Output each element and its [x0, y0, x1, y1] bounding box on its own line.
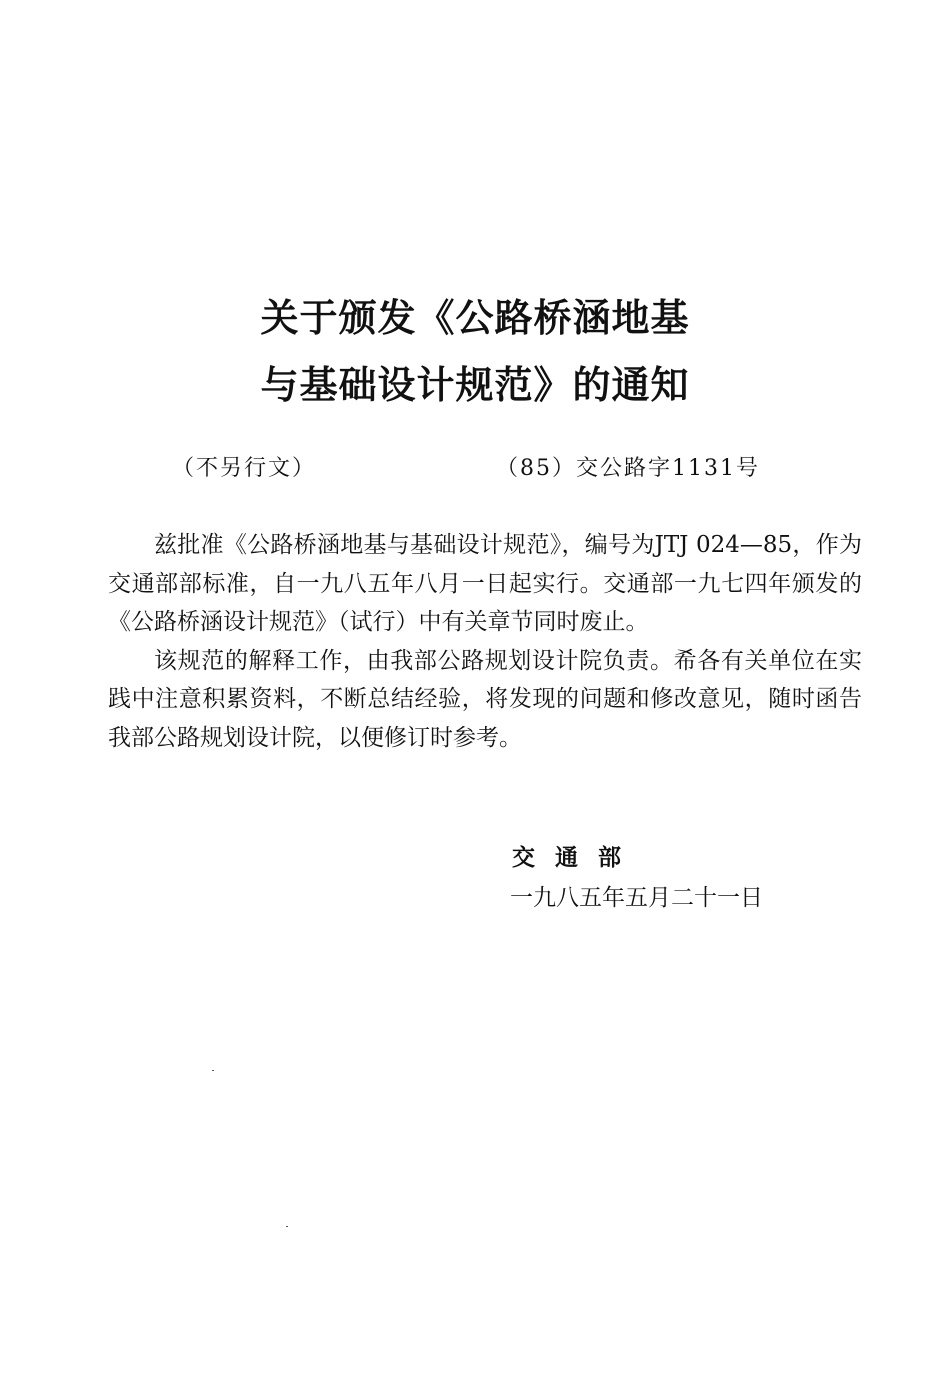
body-paragraph-2: 该规范的解释工作，由我部公路规划设计院负责。希各有关单位在实践中注意积累资料，不断总结经验，将发现的问题和修改意见，随时函告我部公路规划设计院，以便修订时参考。: [108, 647, 862, 751]
document-title-line-1: 关于颁发《公路桥涵地基: [260, 296, 690, 340]
distribution-note: （不另行文）: [172, 456, 317, 481]
scan-speck: [286, 1226, 288, 1227]
body-paragraph-1: 兹批准《公路桥涵地基与基础设计规范》，编号为JTJ 024—85，作为交通部部标准，自一九八五年八月一日起实行。交通部一九七四年颁发的《公路桥涵设计规范》（试行）中有关章节同时废止。: [108, 532, 862, 635]
document-body: [108, 526, 862, 757]
signature-organization: 交通部: [512, 845, 641, 871]
document-title-line-2: 与基础设计规范》的通知: [260, 363, 690, 407]
signature-date: 一九八五年五月二十一日: [510, 885, 763, 911]
scan-speck: [212, 1070, 214, 1071]
document-number: （85）交公路字1131号: [496, 456, 760, 481]
